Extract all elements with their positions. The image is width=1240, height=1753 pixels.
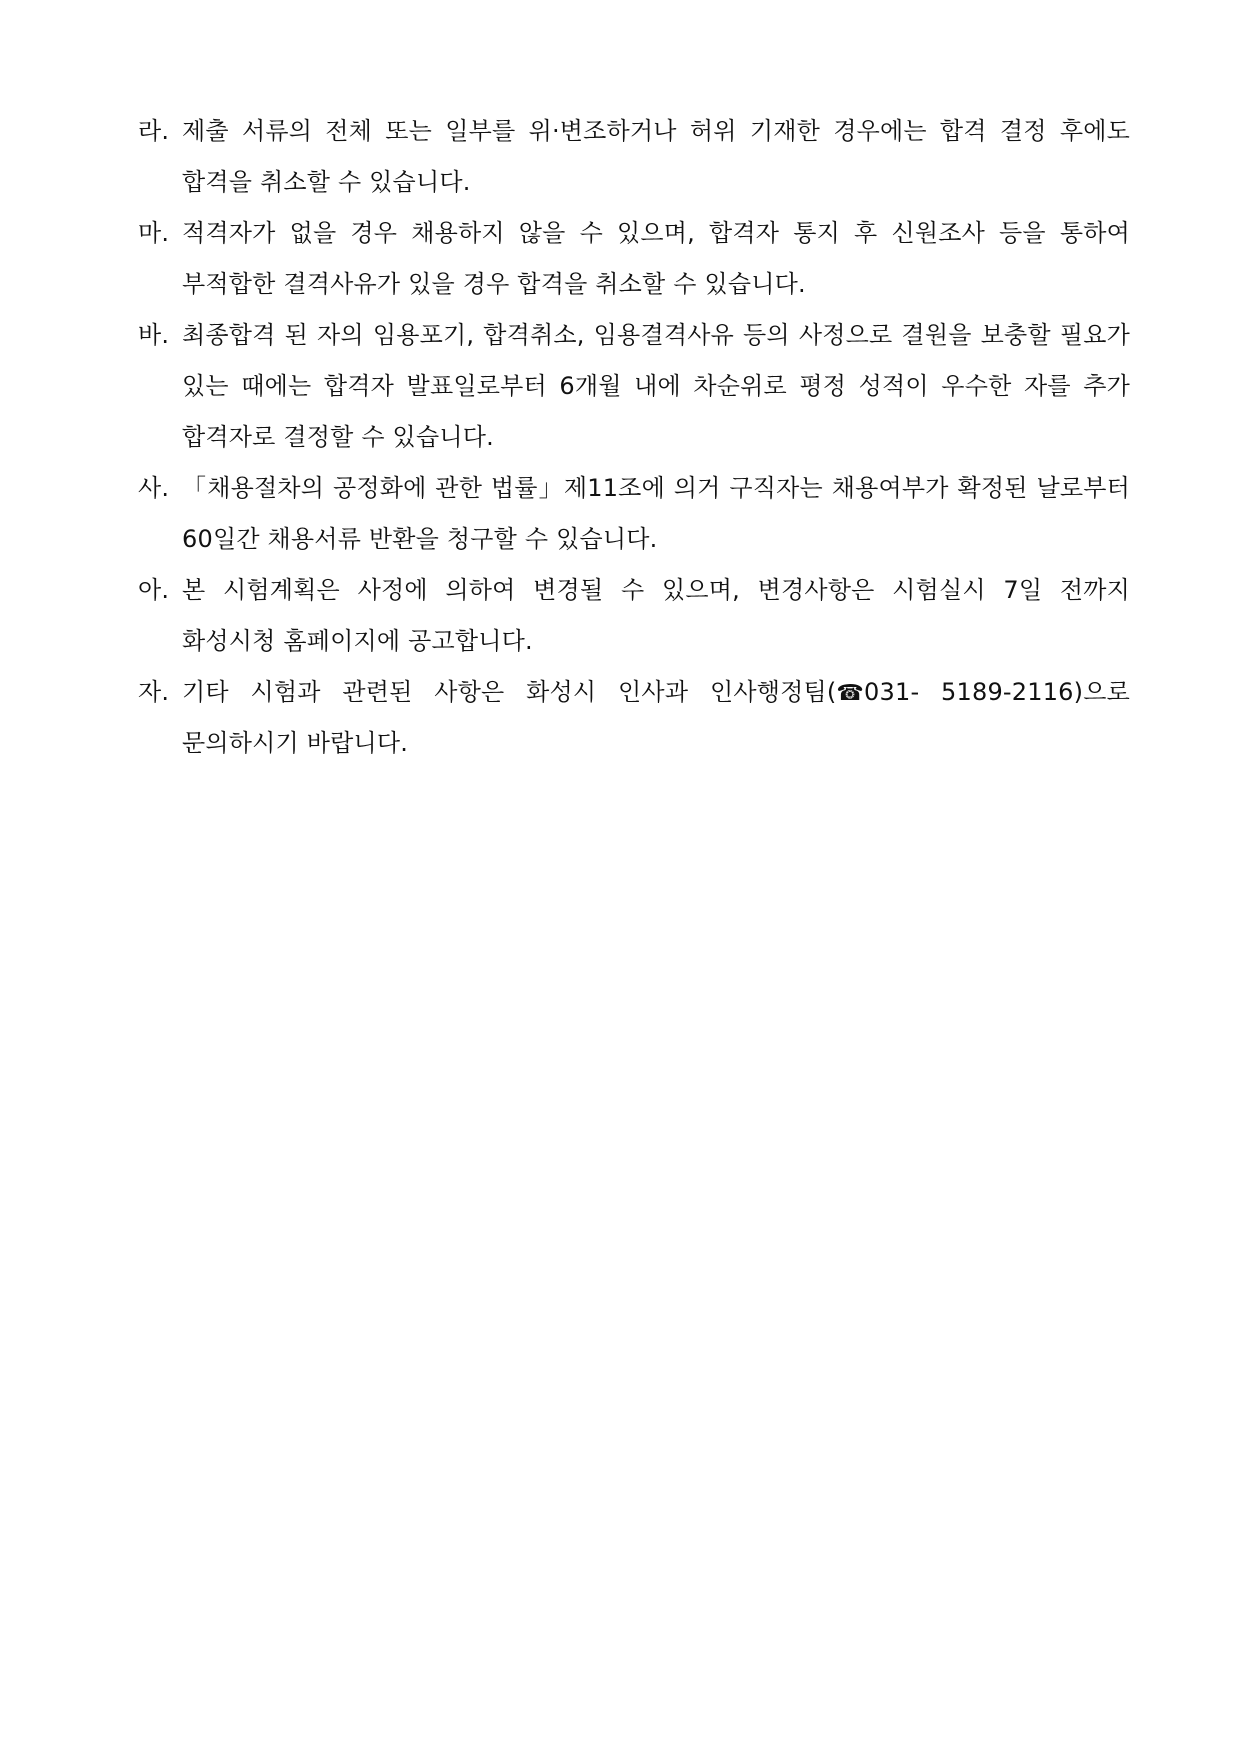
item-text: 최종합격 된 자의 임용포기, 합격취소, 임용결격사유 등의 사정으로 결원을 보충할 필요가 있는 때에는 합격자 발표일로부터 6개월 내에 차순위로 평정 성적이 우수한 자를 추가 합격자로 결정할 수 있습니다.: [182, 321, 1130, 451]
item-marker: 라.: [138, 117, 170, 145]
notice-item-ra: [138, 106, 1130, 208]
item-text: [182, 667, 1130, 769]
notice-list: [138, 106, 1130, 769]
item-text: 적격자가 없을 경우 채용하지 않을 수 있으며, 합격자 통지 후 신원조사 등을 통하여 부적합한 결격사유가 있을 경우 합격을 취소할 수 있습니다.: [182, 219, 1130, 298]
item-text: 제출 서류의 전체 또는 일부를 위·변조하거나 허위 기재한 경우에는 합격 결정 후에도 합격을 취소할 수 있습니다.: [182, 117, 1130, 196]
item-marker: 아.: [138, 576, 170, 604]
item-text-before-phone: 기타 시험과 관련된 사항은 화성시 인사과 인사행정팀(: [182, 678, 837, 706]
item-marker: 자.: [138, 678, 170, 706]
notice-item-ba: [138, 310, 1130, 463]
item-text: 「채용절차의 공정화에 관한 법률」제11조에 의거 구직자는 채용여부가 확정된 날로부터 60일간 채용서류 반환을 청구할 수 있습니다.: [182, 474, 1130, 553]
notice-item-a: [138, 565, 1130, 667]
item-text: 본 시험계획은 사정에 의하여 변경될 수 있으며, 변경사항은 시험실시 7일 전까지 화성시청 홈페이지에 공고합니다.: [182, 576, 1130, 655]
item-marker: 마.: [138, 219, 170, 247]
item-text-after-phone: )으로 문의하시기 바랍니다.: [182, 678, 1130, 757]
notice-item-ma: [138, 208, 1130, 310]
phone-number: 031- 5189-2116: [864, 678, 1074, 706]
phone-icon: ☎: [836, 681, 865, 706]
notice-item-sa: [138, 463, 1130, 565]
notice-item-ja: [138, 667, 1130, 769]
item-marker: 사.: [138, 474, 170, 502]
item-marker: 바.: [138, 321, 170, 349]
